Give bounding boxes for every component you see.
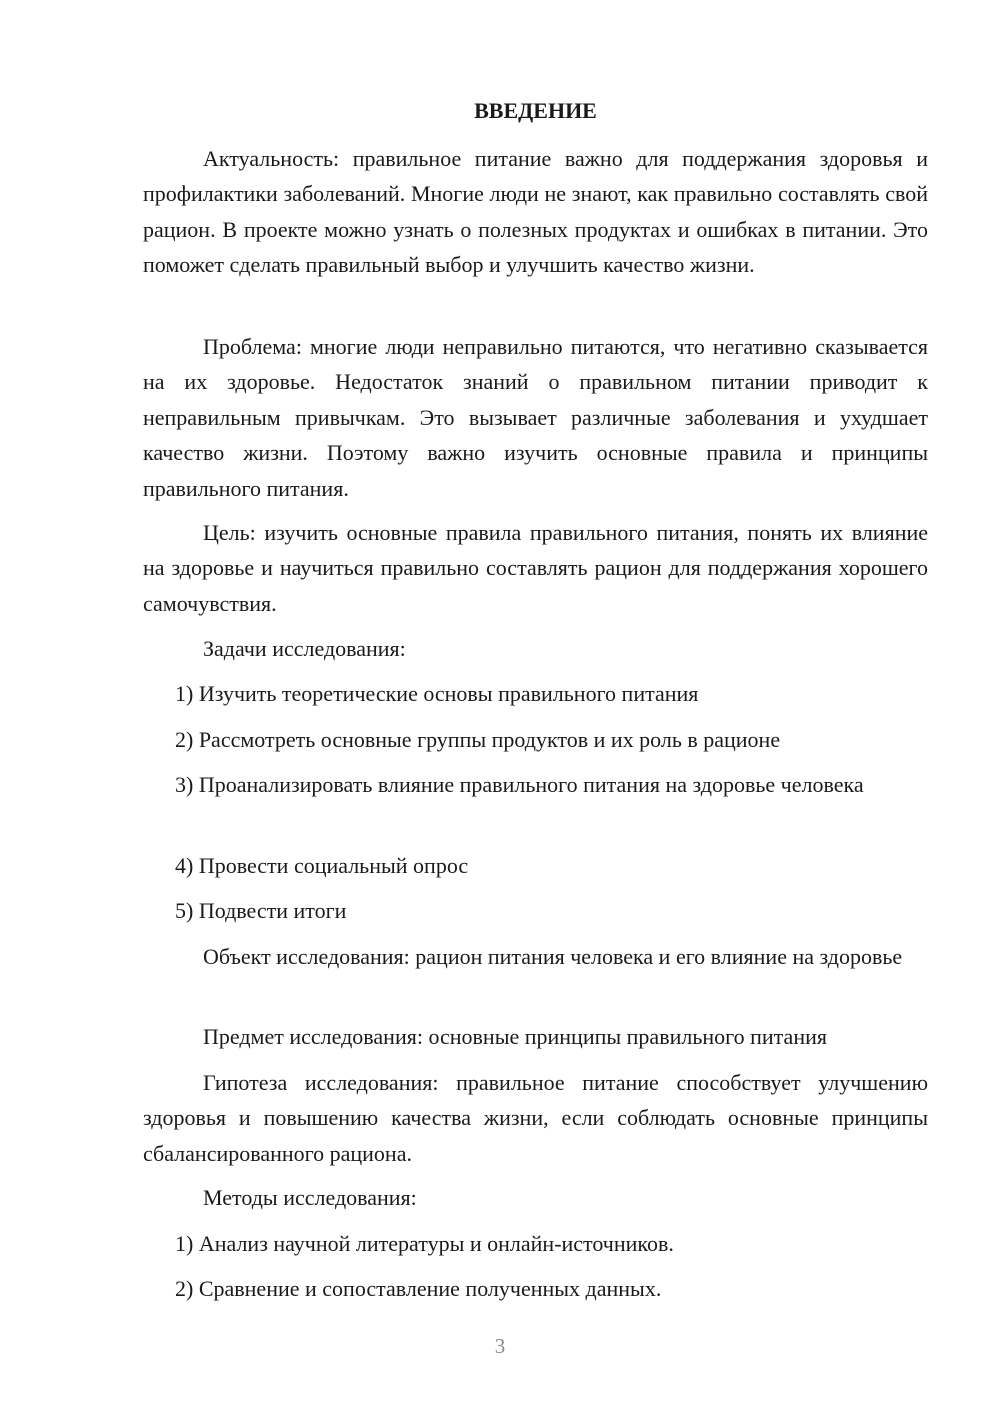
method-item-2: 2) Сравнение и сопоставление полученных данных. xyxy=(175,1276,662,1301)
page-title: ВВЕДЕНИЕ xyxy=(474,98,597,123)
subject-paragraph: Предмет исследования: основные принципы правильного питания xyxy=(203,1024,827,1049)
goal-paragraph: Цель: изучить основные правила правильного питания, понять их влияние на здоровье и научиться правильно составлять рацион для поддержания хорошего самочувствия. xyxy=(143,520,928,616)
method-item-1: 1) Анализ научной литературы и онлайн-источников. xyxy=(175,1231,674,1256)
task-item-3: 3) Проанализировать влияние правильного питания на здоровье человека xyxy=(175,772,864,797)
tasks-heading: Задачи исследования: xyxy=(203,636,406,661)
page-number: 3 xyxy=(494,1334,506,1358)
methods-heading: Методы исследования: xyxy=(203,1185,417,1210)
relevance-paragraph: Актуальность: правильное питание важно для поддержания здоровья и профилактики заболеваний. Многие люди не знают, как правильно составлять свой рацион. В проекте можно узнать о полезных продуктах и ошибках в питании. Это поможет сделать правильный выбор и улучшить качество жизни. xyxy=(143,146,928,278)
task-item-5: 5) Подвести итоги xyxy=(175,898,347,923)
task-item-2: 2) Рассмотреть основные группы продуктов и их роль в рационе xyxy=(175,727,781,752)
problem-paragraph: Проблема: многие люди неправильно питаются, что негативно сказывается на их здоровье. Недостаток знаний о правильном питании приводит к неправильным привычкам. Это вызывает различные заболевания и ухудшает качество жизни. Поэтому важно изучить основные правила и принципы правильного питания. xyxy=(143,334,928,501)
task-item-4: 4) Провести социальный опрос xyxy=(175,853,469,878)
task-item-1: 1) Изучить теоретические основы правильного питания xyxy=(175,681,699,706)
object-paragraph: Объект исследования: рацион питания человека и его влияние на здоровье xyxy=(203,944,903,969)
hypothesis-paragraph: Гипотеза исследования: правильное питание способствует улучшению здоровья и повышению качества жизни, если соблюдать основные принципы сбалансированного рациона. xyxy=(143,1070,928,1166)
